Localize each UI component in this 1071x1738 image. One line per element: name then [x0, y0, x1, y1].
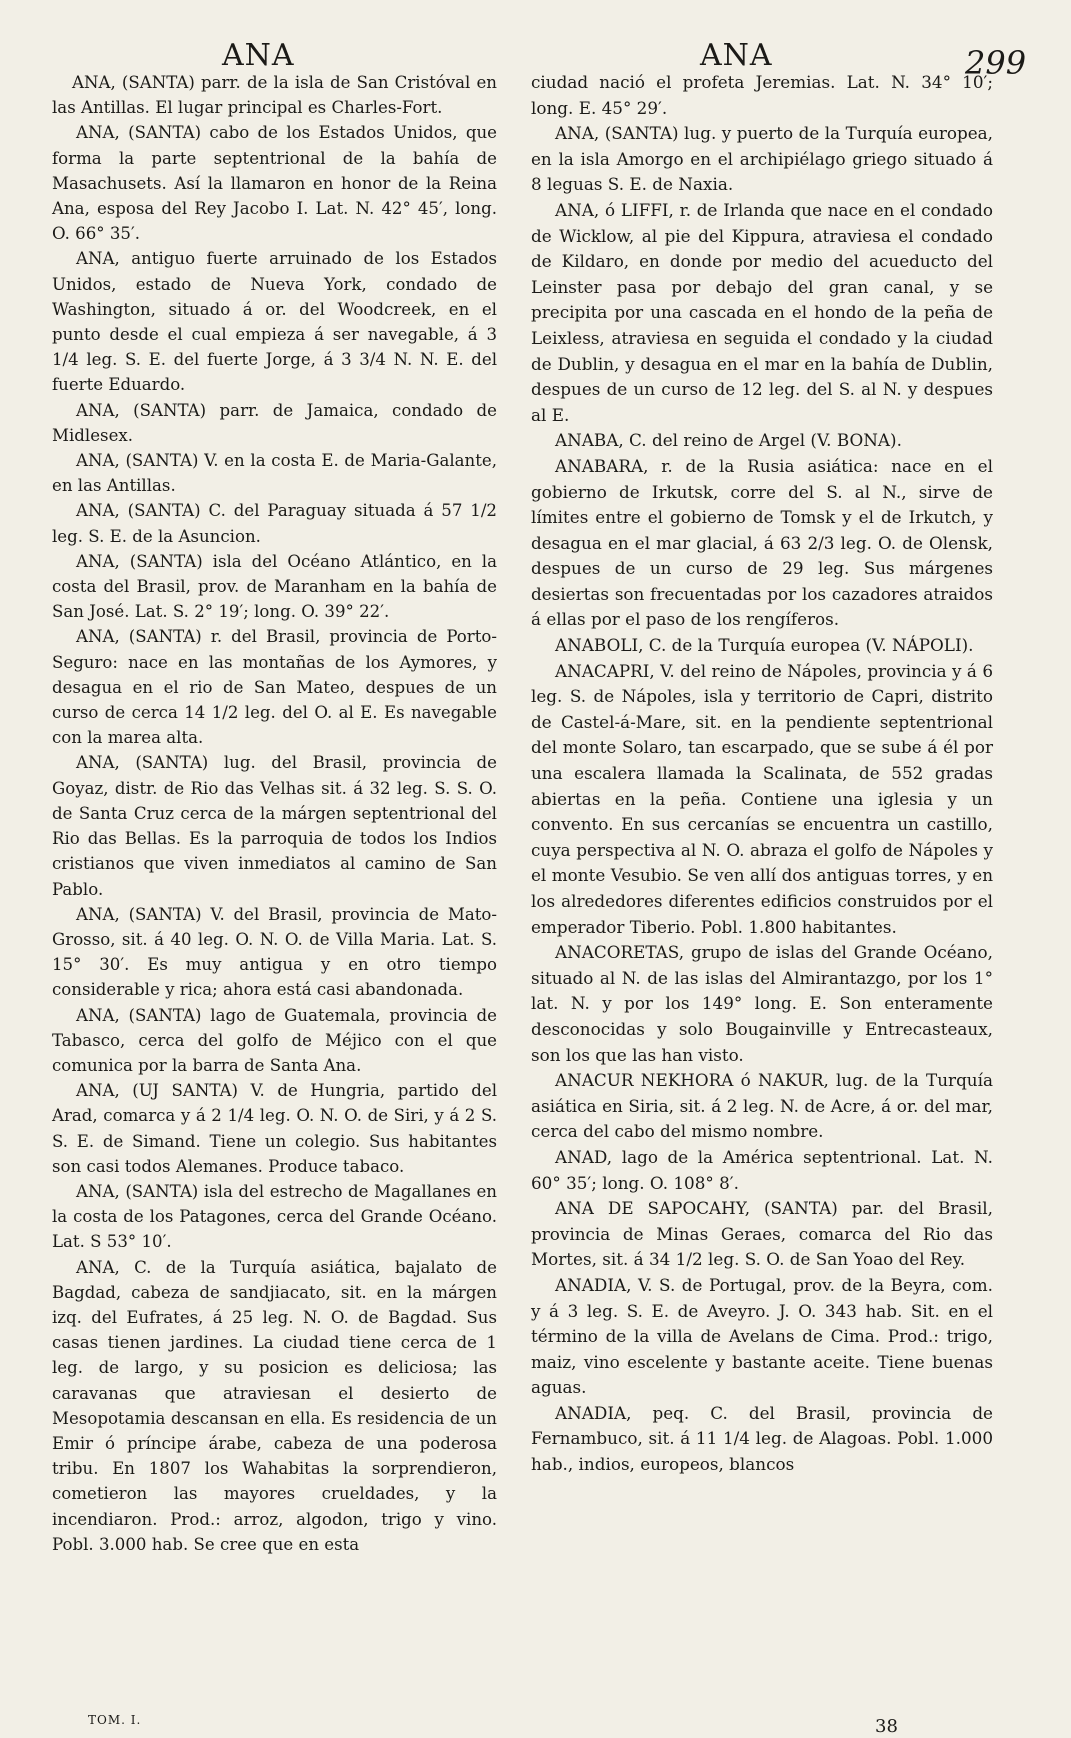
entry: ANA, (SANTA) V. en la costa E. de Maria-Galante, en las Antillas. [52, 451, 497, 496]
entry: ANAD, lago de la América septentrional. Lat. N. 60° 35′; long. O. 108° 8′. [531, 1146, 993, 1193]
entry: ANACUR NEKHORA ó NAKUR, lug. de la Turquía asiática en Siria, sit. á 2 leg. N. de Acre, á or. del mar, cerca del cabo del mismo nombre. [531, 1070, 993, 1142]
entry: ANABA, C. del reino de Argel (V. BONA). [555, 430, 902, 451]
entry: ANADIA, peq. C. del Brasil, provincia de Fernambuco, sit. á 11 1/4 leg. de Alagoas. Pobl. 1.000 hab., indios, europeos, blancos [531, 1402, 993, 1475]
entry: ANA DE SAPOCAHY, (SANTA) par. del Brasil, provincia de Minas Geraes, comarca del Rio das Mortes, sit. á 34 1/2 leg. S. O. de San Yoao del Rey. [531, 1198, 993, 1270]
entry: ANA, antiguo fuerte arruinado de los Estados Unidos, estado de Nueva York, condado de Washington, situado á or. del Woodcreek, en el punto desde el cual empieza á ser navegable, á 3 1/4 leg. S. E. del fuerte Jorge, á 3 3/4 N. N. E. del fuerte Eduardo. [52, 249, 497, 395]
entry: ANA, ó LIFFI, r. de Irlanda que nace en el condado de Wicklow, al pie del Kippura, atraviesa el condado de Kildaro, en donde por medio del acueducto del Leinster pasa por debajo del gran canal, y se precipita por una cascada en el hondo de la peña de Leixless, atraviesa en seguida el condado y la ciudad de Dublin, y desagua en el mar en la bahía de Dublin, despues de un curso de 12 leg. del S. al N. y despues al E. [531, 199, 993, 425]
left-column [52, 70, 497, 1557]
entry-continuation: ciudad nació el profeta Jeremias. Lat. N. 34° 10′; long. E. 45° 29′. [531, 72, 993, 118]
entry: ANA, (SANTA) cabo de los Estados Unidos, que forma la parte septentrional de la bahía de Masachusets. Así la llamaron en honor de la Reina Ana, esposa del Rey Jacobo I. Lat. N. 42° 45′, long. O. 66° 35′. [52, 123, 497, 244]
entry: ANACORETAS, grupo de islas del Grande Océano, situado al N. de las islas del Almirantazgo, por los 1° lat. N. y por los 149° long. E. Son enteramente desconocidas y solo Bougainville y Entrecasteaux, son los que las han visto. [531, 942, 993, 1065]
left-running-head: ANA [222, 38, 295, 73]
entry: ANA, (SANTA) lago de Guatemala, provincia de Tabasco, cerca del golfo de Méjico con el que comunica por la barra de Santa Ana. [52, 1005, 497, 1075]
right-running-head: ANA [700, 38, 773, 73]
entry: ANADIA, V. S. de Portugal, prov. de la Beyra, com. y á 3 leg. S. E. de Aveyro. J. O. 343 hab. Sit. en el término de la villa de Avelans de Cima. Prod.: trigo, maiz, vino escelente y bastante aceite. Tiene buenas aguas. [531, 1274, 993, 1398]
entry: ANA, (SANTA) isla del Océano Atlántico, en la costa del Brasil, prov. de Maranham en la bahía de San José. Lat. S. 2° 19′; long. O. 39° 22′. [52, 551, 497, 622]
volume-mark: TOM. I. [88, 1713, 142, 1727]
entry: ANACAPRI, V. del reino de Nápoles, provincia y á 6 leg. S. de Nápoles, isla y territorio de Capri, distrito de Castel-á-Mare, sit. en la pendiente septentrional del monte Solaro, tan escarpado, que se sube á él por una escalera llamada la Scalinata, de 552 gradas abiertas en la peña. Contiene una iglesia y un convento. En sus cercanías se encuentra un castillo, cuya perspectiva al N. O. abraza el golfo de Nápoles y el monte Vesubio. Se ven allí dos antiguas torres, y en los alrededores diferentes edificios construidos por el emperador Tiberio. Pobl. 1.800 habitantes. [531, 660, 993, 937]
entry: ANA, (SANTA) lug. y puerto de la Turquía europea, en la isla Amorgo en el archipiélago griego situado á 8 leguas S. E. de Naxia. [531, 123, 993, 195]
entry: ANA, (SANTA) r. del Brasil, provincia de Porto-Seguro: nace en las montañas de los Aymores, y desagua en el rio de San Mateo, despues de un curso de cerca 14 1/2 leg. del O. al E. Es navegable con la marea alta. [52, 627, 497, 748]
right-column [531, 70, 993, 1478]
entry: ANA, (SANTA) isla del estrecho de Magallanes en la costa de los Patagones, cerca del Grande Océano. Lat. S 53° 10′. [52, 1181, 497, 1252]
entry: ANA, (SANTA) V. del Brasil, provincia de Mato-Grosso, sit. á 40 leg. O. N. O. de Villa Maria. Lat. S. 15° 30′. Es muy antigua y en otro tiempo considerable y rica; ahora está casi abandonada. [52, 904, 497, 1000]
entry: ANA, (UJ SANTA) V. de Hungria, partido del Arad, comarca y á 2 1/4 leg. O. N. O. de Siri, y á 2 S. S. E. de Simand. Tiene un colegio. Sus habitantes son casi todos Alemanes. Produce tabaco. [52, 1081, 497, 1176]
entry: ANA, (SANTA) C. del Paraguay situada á 57 1/2 leg. S. E. de la Asuncion. [52, 501, 497, 546]
entry: ANA, C. de la Turquía asiática, bajalato de Bagdad, cabeza de sandjiacato, sit. en la márgen izq. del Eufrates, á 25 leg. N. O. de Bagdad. Sus casas tienen jardines. La ciudad tiene cerca de 1 leg. de largo, y su posicion es deliciosa; las caravanas que atraviesan el desierto de Mesopotamia descansan en ella. Es residencia de un Emir ó príncipe árabe, cabeza de una poderosa tribu. En 1807 los Wahabitas la sorprendieron, cometieron las mayores crueldades, y la incendiaron. Prod.: arroz, algodon, trigo y vino. Pobl. 3.000 hab. Se cree que en esta [52, 1257, 497, 1554]
entry: ANA, (SANTA) parr. de la isla de San Cristóval en las Antillas. El lugar principal es Charles-Fort. [52, 73, 497, 118]
entry: ANABOLI, C. de la Turquía europea (V. NÁPOLI). [555, 635, 974, 656]
page-number: 299 [965, 44, 1027, 82]
signature-mark: 38 [875, 1716, 898, 1737]
entry: ANABARA, r. de la Rusia asiática: nace en el gobierno de Irkutsk, corre del S. al N., sirve de límites entre el gobierno de Tomsk y el de Irkutch, y desagua en el mar glacial, á 63 2/3 leg. O. de Olensk, despues de un curso de 29 leg. Sus márgenes desiertas son frecuentadas por los cazadores atraidos á ellas por el paso de los rengíferos. [531, 455, 993, 630]
entry: ANA, (SANTA) lug. del Brasil, provincia de Goyaz, distr. de Rio das Velhas sit. á 32 leg. S. S. O. de Santa Cruz cerca de la márgen septentrional del Rio das Bellas. Es la parroquia de todos los Indios cristianos que viven inmediatos al camino de San Pablo. [52, 753, 497, 899]
entry: ANA, (SANTA) parr. de Jamaica, condado de Midlesex. [52, 400, 497, 445]
